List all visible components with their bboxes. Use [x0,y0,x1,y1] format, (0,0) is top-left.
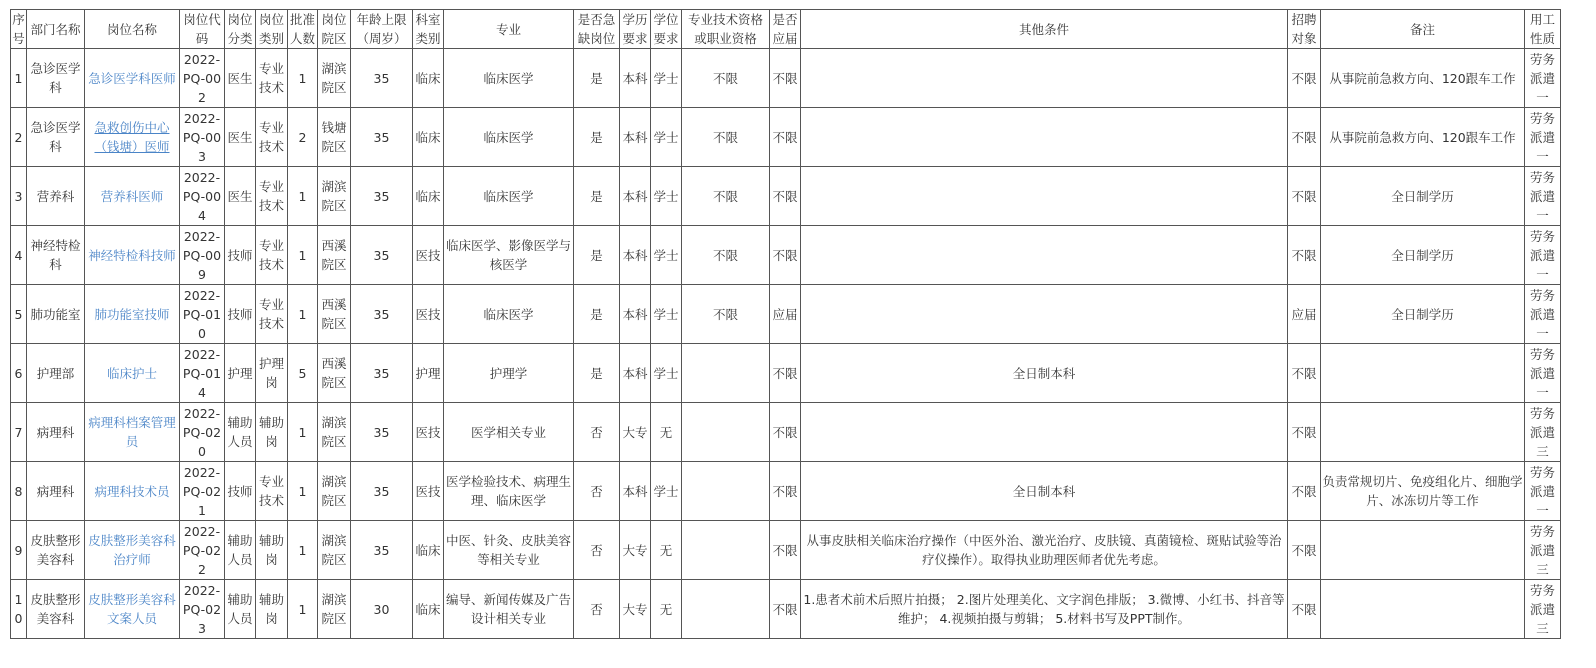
cell-education: 大专 [620,580,651,639]
cell-note: 全日制学历 [1321,226,1525,285]
cell-urgent: 是 [574,108,620,167]
cell-qualification: 不限 [682,285,770,344]
cell-target: 不限 [1288,226,1321,285]
cell-qualification: 不限 [682,167,770,226]
cell-post-link[interactable]: 肺功能室技师 [85,285,180,344]
cell-fresh-grad: 不限 [770,49,801,108]
cell-dept: 皮肤整形美容科 [27,521,85,580]
cell-age: 30 [351,580,413,639]
cell-other: 全日制本科 [801,462,1288,521]
cell-note: 全日制学历 [1321,285,1525,344]
cell-type: 专业技术 [256,285,288,344]
cell-code: 2022-PQ-003 [180,108,225,167]
cell-other [801,49,1288,108]
cell-nature: 劳务派遣一 [1525,49,1561,108]
cell-count: 1 [288,462,318,521]
cell-nature: 劳务派遣一 [1525,285,1561,344]
table-row [11,403,1561,462]
cell-urgent: 是 [574,49,620,108]
header-degree: 学位要求 [651,10,682,49]
cell-room-type: 医技 [413,285,444,344]
cell-type: 护理岗 [256,344,288,403]
cell-major: 编导、新闻传媒及广告设计相关专业 [444,580,574,639]
header-category: 岗位分类 [225,10,256,49]
cell-education: 本科 [620,344,651,403]
cell-note: 负责常规切片、免疫组化片、细胞学片、冰冻切片等工作 [1321,462,1525,521]
cell-category: 医生 [225,167,256,226]
cell-category: 技师 [225,462,256,521]
cell-room-type: 医技 [413,462,444,521]
cell-room-type: 医技 [413,226,444,285]
cell-education: 本科 [620,167,651,226]
cell-qualification [682,462,770,521]
cell-count: 1 [288,521,318,580]
header-campus: 岗位院区 [318,10,351,49]
cell-post-link[interactable]: 病理科档案管理员 [85,403,180,462]
cell-nature: 劳务派遣三 [1525,580,1561,639]
cell-age: 35 [351,403,413,462]
cell-fresh-grad: 不限 [770,167,801,226]
cell-fresh-grad: 不限 [770,108,801,167]
header-post: 岗位名称 [85,10,180,49]
cell-no: 4 [11,226,27,285]
cell-fresh-grad: 不限 [770,344,801,403]
cell-dept: 急诊医学科 [27,108,85,167]
cell-type: 专业技术 [256,462,288,521]
cell-nature: 劳务派遣一 [1525,462,1561,521]
cell-room-type: 临床 [413,49,444,108]
cell-degree: 学士 [651,49,682,108]
cell-category: 医生 [225,108,256,167]
cell-no: 2 [11,108,27,167]
cell-age: 35 [351,521,413,580]
cell-category: 技师 [225,226,256,285]
cell-degree: 学士 [651,344,682,403]
cell-note: 从事院前急救方向、120跟车工作 [1321,49,1525,108]
cell-education: 本科 [620,108,651,167]
table-row [11,226,1561,285]
table-row [11,108,1561,167]
cell-code: 2022-PQ-014 [180,344,225,403]
cell-no: 9 [11,521,27,580]
cell-code: 2022-PQ-020 [180,403,225,462]
cell-room-type: 医技 [413,403,444,462]
cell-urgent: 否 [574,462,620,521]
cell-note [1321,580,1525,639]
cell-category: 辅助人员 [225,521,256,580]
cell-code: 2022-PQ-002 [180,49,225,108]
header-target: 招聘对象 [1288,10,1321,49]
cell-dept: 皮肤整形美容科 [27,580,85,639]
cell-campus: 湖滨院区 [318,521,351,580]
cell-qualification [682,580,770,639]
header-room-type: 科室类别 [413,10,444,49]
table-row [11,167,1561,226]
cell-age: 35 [351,344,413,403]
header-major: 专业 [444,10,574,49]
cell-type: 辅助岗 [256,403,288,462]
header-type: 岗位类别 [256,10,288,49]
cell-other: 1.患者术前术后照片拍摄； 2.图片处理美化、文字润色排版； 3.微博、小红书、抖音等维护； 4.视频拍摄与剪辑； 5.材料书写及PPT制作。 [801,580,1288,639]
cell-age: 35 [351,167,413,226]
cell-category: 辅助人员 [225,403,256,462]
cell-major: 护理学 [444,344,574,403]
cell-note: 从事院前急救方向、120跟车工作 [1321,108,1525,167]
cell-note [1321,403,1525,462]
cell-post-link[interactable]: 急诊医学科医师 [85,49,180,108]
cell-degree: 无 [651,403,682,462]
header-note: 备注 [1321,10,1525,49]
cell-major: 临床医学 [444,49,574,108]
table-row [11,49,1561,108]
table-row [11,580,1561,639]
cell-code: 2022-PQ-004 [180,167,225,226]
cell-age: 35 [351,226,413,285]
cell-target: 不限 [1288,403,1321,462]
cell-campus: 西溪院区 [318,226,351,285]
cell-no: 1 [11,49,27,108]
cell-fresh-grad: 不限 [770,462,801,521]
cell-no: 6 [11,344,27,403]
cell-count: 1 [288,580,318,639]
cell-room-type: 临床 [413,167,444,226]
cell-major: 医学检验技术、病理生理、临床医学 [444,462,574,521]
cell-other [801,226,1288,285]
cell-major: 临床医学 [444,167,574,226]
cell-qualification [682,521,770,580]
cell-age: 35 [351,108,413,167]
cell-note [1321,344,1525,403]
cell-count: 1 [288,49,318,108]
table-row [11,462,1561,521]
cell-category: 辅助人员 [225,580,256,639]
cell-other [801,167,1288,226]
cell-no: 5 [11,285,27,344]
cell-major: 中医、针灸、皮肤美容等相关专业 [444,521,574,580]
cell-other: 全日制本科 [801,344,1288,403]
cell-nature: 劳务派遣一 [1525,167,1561,226]
header-dept: 部门名称 [27,10,85,49]
cell-dept: 急诊医学科 [27,49,85,108]
cell-major: 临床医学 [444,285,574,344]
cell-other: 从事皮肤相关临床治疗操作（中医外治、激光治疗、皮肤镜、真菌镜检、斑贴试验等治疗仪操作）。取得执业助理医师者优先考虑。 [801,521,1288,580]
cell-other [801,403,1288,462]
header-no: 序号 [11,10,27,49]
cell-campus: 钱塘院区 [318,108,351,167]
cell-other [801,108,1288,167]
cell-dept: 肺功能室 [27,285,85,344]
cell-campus: 湖滨院区 [318,580,351,639]
cell-degree: 学士 [651,226,682,285]
header-code: 岗位代码 [180,10,225,49]
cell-type: 辅助岗 [256,521,288,580]
cell-degree: 学士 [651,167,682,226]
cell-no: 8 [11,462,27,521]
cell-nature: 劳务派遣三 [1525,403,1561,462]
cell-degree: 学士 [651,108,682,167]
cell-code: 2022-PQ-022 [180,521,225,580]
cell-nature: 劳务派遣一 [1525,344,1561,403]
cell-education: 大专 [620,521,651,580]
header-urgent: 是否急缺岗位 [574,10,620,49]
header-nature: 用工性质 [1525,10,1561,49]
cell-room-type: 临床 [413,108,444,167]
cell-education: 本科 [620,49,651,108]
cell-post-link[interactable]: 病理科技术员 [85,462,180,521]
cell-degree: 学士 [651,285,682,344]
header-row [11,10,1561,49]
cell-type: 专业技术 [256,226,288,285]
cell-target: 不限 [1288,462,1321,521]
table-row [11,285,1561,344]
cell-qualification: 不限 [682,226,770,285]
cell-target: 不限 [1288,344,1321,403]
cell-code: 2022-PQ-010 [180,285,225,344]
cell-post-link[interactable]: 急救创伤中心（钱塘）医师 [85,108,180,167]
cell-post-link[interactable]: 皮肤整形美容科治疗师 [85,521,180,580]
cell-urgent: 是 [574,344,620,403]
cell-nature: 劳务派遣一 [1525,108,1561,167]
cell-urgent: 否 [574,403,620,462]
table-row [11,344,1561,403]
cell-fresh-grad: 不限 [770,580,801,639]
cell-type: 专业技术 [256,167,288,226]
cell-dept: 病理科 [27,403,85,462]
cell-fresh-grad: 不限 [770,403,801,462]
cell-type: 专业技术 [256,108,288,167]
cell-campus: 湖滨院区 [318,462,351,521]
cell-target: 不限 [1288,108,1321,167]
cell-dept: 护理部 [27,344,85,403]
cell-type: 辅助岗 [256,580,288,639]
cell-target: 不限 [1288,49,1321,108]
cell-target: 不限 [1288,580,1321,639]
cell-dept: 营养科 [27,167,85,226]
cell-target: 不限 [1288,521,1321,580]
cell-note: 全日制学历 [1321,167,1525,226]
cell-fresh-grad: 不限 [770,226,801,285]
cell-no: 3 [11,167,27,226]
header-other: 其他条件 [801,10,1288,49]
cell-count: 2 [288,108,318,167]
cell-campus: 湖滨院区 [318,403,351,462]
cell-education: 本科 [620,462,651,521]
cell-fresh-grad: 不限 [770,521,801,580]
cell-dept: 神经特检科 [27,226,85,285]
cell-type: 专业技术 [256,49,288,108]
cell-count: 5 [288,344,318,403]
recruitment-table [10,9,1561,639]
cell-degree: 无 [651,580,682,639]
header-age: 年龄上限（周岁） [351,10,413,49]
header-education: 学历要求 [620,10,651,49]
cell-urgent: 否 [574,580,620,639]
cell-degree: 学士 [651,462,682,521]
cell-campus: 西溪院区 [318,344,351,403]
cell-urgent: 是 [574,167,620,226]
cell-count: 1 [288,167,318,226]
header-fresh-grad: 是否应届 [770,10,801,49]
cell-campus: 湖滨院区 [318,49,351,108]
cell-post-link[interactable]: 皮肤整形美容科文案人员 [85,580,180,639]
cell-urgent: 否 [574,521,620,580]
cell-room-type: 护理 [413,344,444,403]
cell-category: 医生 [225,49,256,108]
cell-fresh-grad: 应届 [770,285,801,344]
cell-major: 临床医学 [444,108,574,167]
cell-room-type: 临床 [413,521,444,580]
cell-post-link[interactable]: 临床护士 [85,344,180,403]
cell-education: 本科 [620,226,651,285]
cell-nature: 劳务派遣三 [1525,521,1561,580]
cell-no: 7 [11,403,27,462]
cell-no: 10 [11,580,27,639]
cell-count: 1 [288,226,318,285]
cell-major: 临床医学、影像医学与核医学 [444,226,574,285]
cell-qualification: 不限 [682,49,770,108]
cell-major: 医学相关专业 [444,403,574,462]
cell-qualification: 不限 [682,108,770,167]
cell-nature: 劳务派遣一 [1525,226,1561,285]
table-row [11,521,1561,580]
cell-qualification [682,403,770,462]
cell-education: 大专 [620,403,651,462]
cell-note [1321,521,1525,580]
cell-age: 35 [351,49,413,108]
cell-post-link[interactable]: 神经特检科技师 [85,226,180,285]
cell-urgent: 是 [574,226,620,285]
cell-code: 2022-PQ-023 [180,580,225,639]
cell-target: 不限 [1288,167,1321,226]
header-qualification: 专业技术资格或职业资格 [682,10,770,49]
cell-campus: 西溪院区 [318,285,351,344]
cell-code: 2022-PQ-021 [180,462,225,521]
cell-degree: 无 [651,521,682,580]
cell-education: 本科 [620,285,651,344]
header-count: 批准人数 [288,10,318,49]
cell-category: 技师 [225,285,256,344]
cell-age: 35 [351,462,413,521]
cell-code: 2022-PQ-009 [180,226,225,285]
cell-other [801,285,1288,344]
cell-count: 1 [288,285,318,344]
cell-urgent: 是 [574,285,620,344]
cell-category: 护理 [225,344,256,403]
cell-dept: 病理科 [27,462,85,521]
cell-age: 35 [351,285,413,344]
cell-post-link[interactable]: 营养科医师 [85,167,180,226]
cell-campus: 湖滨院区 [318,167,351,226]
cell-room-type: 临床 [413,580,444,639]
cell-target: 应届 [1288,285,1321,344]
cell-count: 1 [288,403,318,462]
cell-qualification [682,344,770,403]
